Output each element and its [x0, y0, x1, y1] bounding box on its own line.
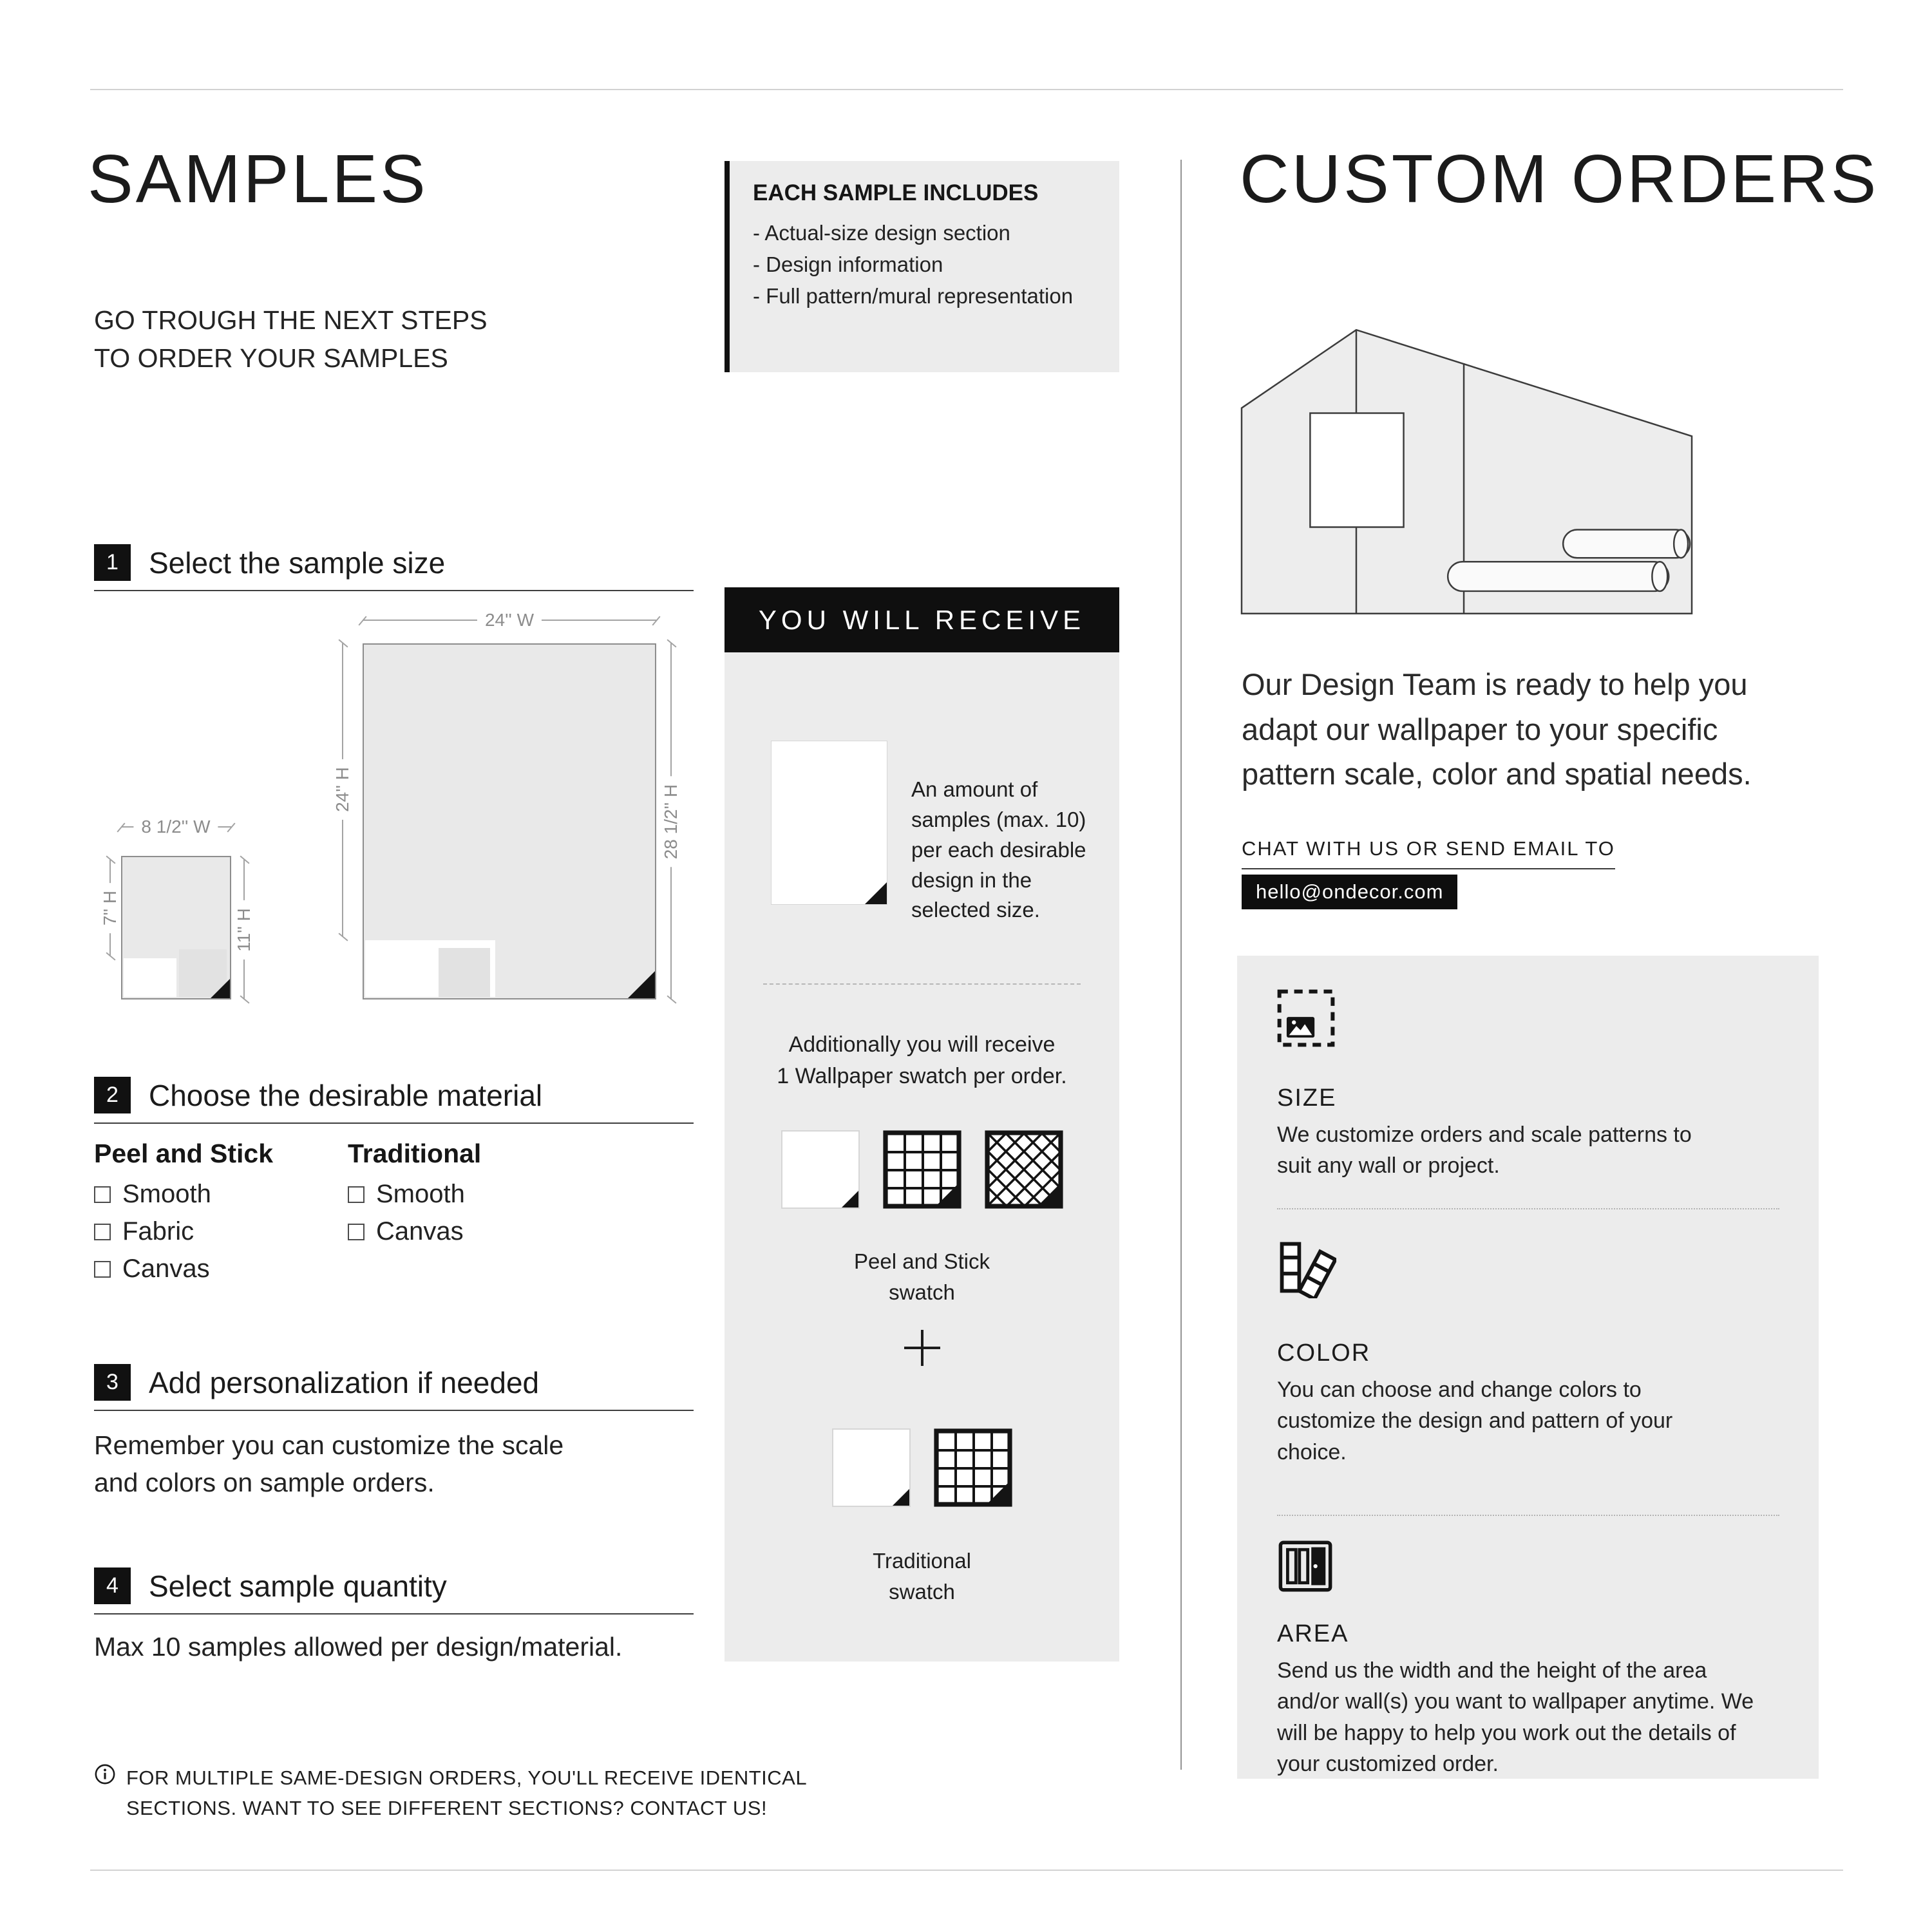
- sample-sheet-icon: [771, 741, 887, 905]
- color-swatches-icon: [1274, 1236, 1336, 1298]
- sample-includes-list: [753, 218, 1100, 312]
- dim-label-8w: 8 1/2'' W: [133, 817, 218, 837]
- large-sample-section: [439, 948, 490, 997]
- material-option: [94, 1180, 211, 1209]
- checkbox-traditional-smooth[interactable]: [348, 1186, 365, 1203]
- grid-swatch-icon: [883, 1130, 961, 1209]
- receive-additional-line2: 1 Wallpaper swatch per order.: [777, 1064, 1067, 1089]
- house-wallpaper-illustration: [1240, 325, 1694, 616]
- dotted-separator: [1277, 1515, 1779, 1516]
- plus-icon: [904, 1330, 940, 1366]
- dotted-separator: [1277, 1208, 1779, 1209]
- step-1-number: 1: [94, 544, 131, 581]
- step-2-underline: [94, 1122, 694, 1124]
- folded-corner-icon: [865, 882, 887, 904]
- blank-swatch-icon: [781, 1130, 860, 1209]
- step-1-label: Select the sample size: [149, 545, 446, 580]
- sample-includes-box: [724, 161, 1119, 372]
- samples-intro-line1: GO TROUGH THE NEXT STEPS: [94, 305, 488, 335]
- dim-label-24w: 24'' W: [477, 610, 542, 630]
- feature-color-text: You can choose and change colors to customize the design and pattern of your choice.: [1277, 1378, 1673, 1464]
- peel-swatch-label-line2: swatch: [889, 1280, 955, 1304]
- checkbox-peel-smooth[interactable]: [94, 1186, 111, 1203]
- material-option: [348, 1217, 464, 1246]
- step-4-header: [94, 1567, 447, 1604]
- step-3-underline: [94, 1410, 694, 1411]
- crop-image-icon: [1276, 988, 1336, 1048]
- feature-color-title: COLOR: [1277, 1340, 1371, 1367]
- crosshatch-swatch-icon: [985, 1130, 1063, 1209]
- bottom-rule: [90, 1870, 1843, 1871]
- traditional-swatch-label: [724, 1546, 1119, 1607]
- footnote-line1: FOR MULTIPLE SAME-DESIGN ORDERS, YOU'LL RECEIVE IDENTICAL: [126, 1766, 808, 1789]
- dim-label-11h: 11'' H: [234, 900, 254, 960]
- peel-swatch-row: [724, 1130, 1119, 1209]
- personalization-text: Remember you can customize the scale and colors on sample orders.: [94, 1430, 564, 1498]
- traditional-swatch-label-line1: Traditional: [873, 1549, 971, 1573]
- large-sample-swatch-strip: [365, 940, 495, 997]
- small-sample-diagram: [121, 856, 231, 999]
- blank-swatch-icon: [832, 1428, 911, 1507]
- custom-features-panel: [1237, 956, 1819, 1779]
- receive-additional-line1: Additionally you will receive: [788, 1032, 1056, 1057]
- step-2-label: Choose the desirable material: [149, 1078, 543, 1112]
- column-divider: [1180, 160, 1182, 1770]
- custom-orders-title: CUSTOM ORDERS: [1240, 141, 1879, 217]
- feature-size-text: We customize orders and scale patterns to suit any wall or project.: [1277, 1122, 1692, 1179]
- receive-additional-text: [724, 1029, 1119, 1093]
- step-4-number: 4: [94, 1567, 131, 1604]
- chat-label: CHAT WITH US OR SEND EMAIL TO: [1242, 837, 1615, 869]
- dashed-separator: [763, 983, 1081, 985]
- checkbox-peel-canvas[interactable]: [94, 1261, 111, 1278]
- step-4-underline: [94, 1613, 694, 1615]
- step-1-header: [94, 544, 445, 581]
- material-peel-title: Peel and Stick: [94, 1139, 274, 1168]
- dim-label-7h: 7'' H: [100, 883, 120, 933]
- custom-intro-text: Our Design Team is ready to help you adapt our wallpaper to your specific pattern scale, color and spatial needs.: [1242, 667, 1752, 791]
- material-traditional-title: Traditional: [348, 1139, 482, 1168]
- peel-swatch-label-line1: Peel and Stick: [854, 1249, 990, 1273]
- material-option: [348, 1180, 465, 1209]
- receive-panel: [724, 652, 1119, 1662]
- footnote-line2: SECTIONS. WANT TO SEE DIFFERENT SECTIONS? CONTACT US!: [126, 1796, 768, 1819]
- info-circle-icon: [94, 1763, 116, 1785]
- feature-size-title: SIZE: [1277, 1084, 1337, 1112]
- step-2-header: [94, 1077, 542, 1113]
- material-option-label: Smooth: [376, 1180, 465, 1208]
- folded-corner-icon: [628, 971, 655, 998]
- feature-area-text: Send us the width and the height of the area and/or wall(s) you want to wallpaper anytime. We will be happy to help you work out the details of your customized order.: [1277, 1658, 1754, 1776]
- material-option: [94, 1255, 210, 1283]
- samples-intro: [94, 301, 488, 378]
- material-option-label: Canvas: [122, 1255, 210, 1283]
- top-rule: [90, 89, 1843, 90]
- receive-header-bar: [724, 587, 1119, 652]
- large-sample-diagram: [363, 643, 656, 999]
- folded-corner-icon: [842, 1191, 858, 1208]
- material-option-label: Canvas: [376, 1217, 464, 1245]
- step-4-label: Select sample quantity: [149, 1569, 447, 1603]
- sample-includes-item: - Full pattern/mural representation: [753, 281, 1100, 312]
- door-panels-icon: [1276, 1537, 1335, 1596]
- folded-corner-icon: [211, 979, 230, 998]
- dim-label-24h: 24'' H: [332, 759, 353, 820]
- feature-area-title: AREA: [1277, 1620, 1349, 1647]
- checkbox-peel-fabric[interactable]: [94, 1224, 111, 1240]
- step-2-number: 2: [94, 1077, 131, 1113]
- sample-includes-item: - Design information: [753, 249, 1100, 281]
- traditional-swatch-row: [724, 1428, 1119, 1507]
- folded-corner-icon: [893, 1489, 909, 1506]
- peel-swatch-label: [724, 1246, 1119, 1308]
- material-option-label: Smooth: [122, 1180, 211, 1208]
- step-1-underline: [94, 590, 694, 591]
- small-sample-swatch: [124, 958, 176, 997]
- sample-includes-item: - Actual-size design section: [753, 218, 1100, 249]
- grid-swatch-icon: [934, 1428, 1012, 1507]
- samples-intro-line2: TO ORDER YOUR SAMPLES: [94, 343, 448, 374]
- material-option: [94, 1217, 194, 1246]
- quantity-text: Max 10 samples allowed per design/material.: [94, 1632, 623, 1662]
- email-badge[interactable]: hello@ondecor.com: [1242, 875, 1457, 909]
- receive-title: YOU WILL RECEIVE: [758, 604, 1086, 635]
- traditional-swatch-label-line2: swatch: [889, 1579, 955, 1604]
- step-3-label: Add personalization if needed: [149, 1365, 540, 1399]
- sample-includes-title: EACH SAMPLE INCLUDES: [753, 180, 1039, 205]
- plus-icon-wrap: [724, 1330, 1119, 1366]
- step-3-header: [94, 1364, 539, 1401]
- receive-samples-text: An amount of samples (max. 10) per each desirable design in the selected size.: [911, 777, 1086, 922]
- samples-title: SAMPLES: [88, 141, 428, 217]
- step-3-number: 3: [94, 1364, 131, 1401]
- dim-label-28h: 28 1/2'' H: [661, 777, 681, 867]
- footnote: [94, 1763, 807, 1823]
- material-option-label: Fabric: [122, 1217, 194, 1245]
- checkbox-traditional-canvas[interactable]: [348, 1224, 365, 1240]
